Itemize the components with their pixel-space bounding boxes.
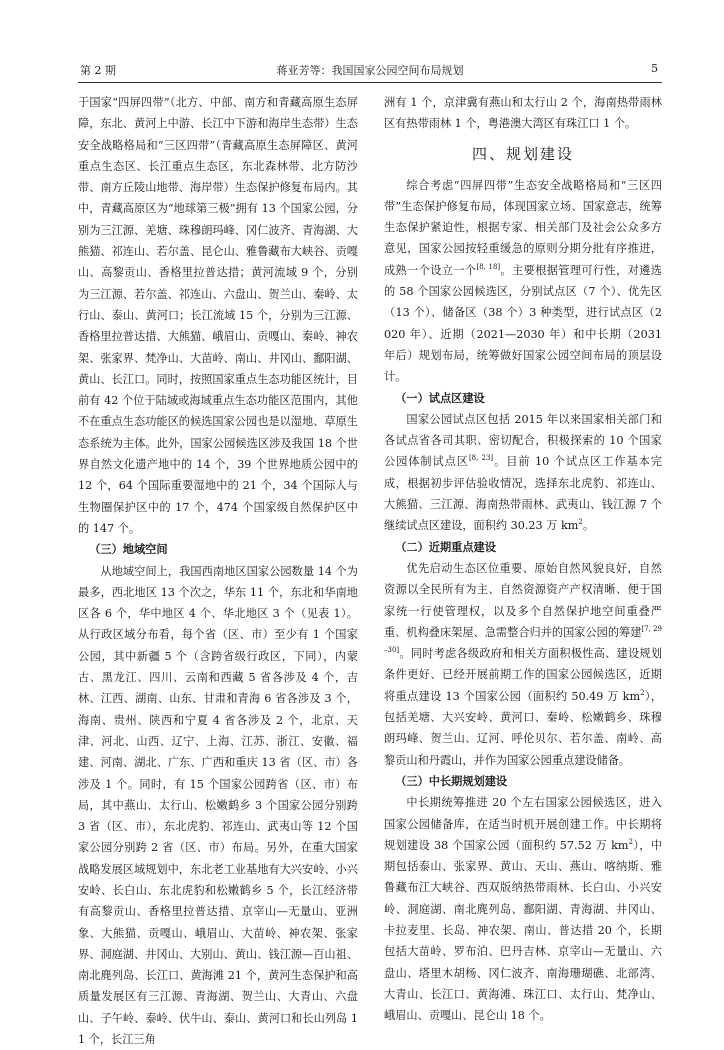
superscript: 2: [640, 688, 645, 697]
paragraph: 从地域空间上，我国西南地区国家公园数量 14 个为最多，西北地区 13 个次之，华东 11 个，东北和华南地区各 6 个，华中地区 4 个、华北地区 3 个（见表 1）。从行政区域分布看，每个省（区、市）至少有 1 个国家公园，其中新疆 5 个（含跨省级行政区，下同），内蒙古、黑龙江、四川、云南和西藏 5 省各涉及 4 个，吉林、江西、湖南、山东、甘肃和青海 6 省各涉及 3 个，海南、贵州、陕西和宁夏 4 省各涉及 2 个，北京、天津、河北、山西、辽宁、上海、江苏、浙江、安徽、福建、河南、湖北、广东、广西和重庆 13 省（区、市）各涉及 1 个。同时，有 15 个国家公园跨省（区、市）布局，其中燕山、太行山、松嫩鹤乡 3 个国家公园分别跨 3 省（区、市），东北虎豹、祁连山、武夷山等 12 个国家公园分别跨 2 省（区、市）布局。另外，在重大国家战略发展区域规划中，东北老工业基地有大兴安岭、小兴安岭、长白山、东北虎豹和松嫩鹤乡 5 个，长江经济带有高黎贡山、香格里拉普达措、京宰山—无量山、亚洲象、大熊猫、贡嘎山、峨眉山、大苗岭、神农架、张家界、洞庭湖、井冈山、大别山、黄山、钱江源—百山祖、南北麂列岛、长江口、黄海滩 21 个，黄河生态保护和高质量发展区有三江源、青海湖、贺兰山、大青山、六盘山、子午岭、泰岭、伏牛山、泰山、黄河口和长山列岛 11 个，长江三角: [78, 564, 358, 1047]
citation[interactable]: [8, 23]: [468, 454, 494, 463]
superscript: 2: [628, 837, 634, 846]
table-reference-link[interactable]: 表 1: [318, 607, 341, 621]
citation[interactable]: [8, 18]: [476, 262, 501, 271]
section-heading-regional-space: （三）地域空间: [89, 543, 168, 557]
citation[interactable]: [7, 29–30]: [384, 624, 662, 655]
paragraph: 中长期统筹推进 20 个左右国家公园候选区，进入国家公园储备库，在适当时机开展创建工作。中长期将规划建设 38 个国家公园（面积约 57.52 万 $km^2$），中期包括泰山、张家界、黄山、天山、燕山、喀纳斯、雅鲁藏布江大峡谷、西双版纳热带雨林、长白山、小兴安岭、洞庭湖、南北麂列岛、鄱阳湖、青海湖、井冈山、卡拉麦里、长岛、神农架、南山、普达措 20 个，长期包括大苗岭、罗布泊、巴丹吉林、京宰山—无量山、六盘山、塔里木胡杨、冈仁波齐、南海珊瑚礁、北部湾、大青山、长江口、黄海滩、珠江口、太行山、梵净山、峨眉山、贡嘎山、昆仑山 18 个。: [384, 796, 663, 1023]
section-title-planning: 四、规划建设: [471, 144, 574, 163]
left-column: [78, 92, 358, 1050]
section-heading-long-term: （三）中长期规划建设: [395, 774, 508, 788]
superscript: 2: [578, 518, 583, 527]
paragraph: 洲有 1 个，京津冀有燕山和太行山 2 个，海南热带雨林区有热带雨林 1 个，粤港澳大湾区有珠江口 1 个。: [384, 96, 662, 131]
issue-number: 第 2 期: [80, 64, 116, 77]
paragraph: 优先启动生态区位重要、原始自然风貌良好，自然资源以全民所有为主、自然资源资产产权清晰、便于国家统一行使管理权，以及多个自然保护地空间重叠严重、机构叠床架屋、急需整合归并的国家公园的筹建[7, 29–30]。同时考虑各级政府和相关方面积极性高、建设规划条件更好、已经开展前期工作的国家公园候选区，近期将重点建设 13 个国家公园（面积约 50.49 万 $km^2$），包括羌塘、大兴安岭、黄河口、秦岭、松嫩鹤乡、珠穆朗玛峰、贺兰山、辽河、呼伦贝尔、若尔盖、南岭、高黎贡山和丹霞山，并作为国家公园重点建设储备。: [384, 561, 663, 767]
paragraph: 于国家“四屏四带”（北方、中部、南方和青藏高原生态屏障，东北、黄河上中游、长江中下游和海岸生态带）生态安全战略格局和“三区四带”（青藏高原生态屏障区、黄河重点生态区、长江重点生态区，东北森林带、北方防沙带、南方丘陵山地带、海岸带）生态保护修复布局内。其中，青藏高原区为“地球第三极”拥有 13 个国家公园，分别为三江源、羌塘、珠穆朗玛峰、冈仁波齐、青海湖、大熊猫、祁连山、若尔盖、昆仑山、雅鲁藏布大峡谷、贡嘎山、高黎贡山、香格里拉普达措；黄河流域 9 个，分别为三江源、若尔盖、祁连山、六盘山、贺兰山、秦岭、太行山、泰山、黄河口；长江流域 15 个，分别为三江源、香格里拉普达措、大熊猫、峨眉山、贡嘎山、秦岭、神农架、张家界、梵净山、大苗岭、南山、井冈山、鄱阳湖、黄山、长江口。同时，按照国家重点生态功能区统计，目前有 42 个位于陆域或海域重点生态功能区范围内，其他不在重点生态功能区的候选国家公园也是以湿地、草原生态系统为主体。此外，国家公园候选区涉及我国 18 个世界自然文化遗产地中的 14 个，39 个世界地质公园中的 12 个，64 个国际重要湿地中的 21 个，34 个国际人与生物圈保护区中的 17 个，474 个国家级自然保护区中的 147 个。: [78, 96, 358, 535]
paragraph: 国家公园试点区包括 2015 年以来国家相关部门和各试点省各司其职、密切配合，积极探索的 10 个国家公园体制试点区[8, 23]。目前 10 个试点区工作基本完成，根据初步评估验收情况，选择东北虎豹、祁连山、大熊猫、三江源、海南热带雨林、武夷山、钱江源 7 个继续试点区建设，面积约 30.23 万 $km^2$。: [384, 412, 662, 533]
paragraph: 综合考虑“四屏四带”生态安全战略格局和“三区四带”生态保护修复布局，体现国家立场、国家意志，统筹生态保护紧迫性，根据专家、相关部门及社会公众多方意见，国家公园按轻重缓急的原则分期分批有序推进，成熟一个设立一个[8, 18]。主要根据管理可行性，对遴选的 58 个国家公园候选区，分别试点区（7 个）、优先区（13 个）、储备区（38 个）3 种类型，进行试点区（2020 年）、近期（2021—2030 年）和中长期（2031 年后）规划布局，统筹做好国家公园空间布局的顶层设计。: [384, 178, 662, 384]
right-column: [384, 92, 662, 1026]
page-number: 5: [651, 62, 658, 75]
section-heading-pilot: （一）试点区建设: [395, 391, 485, 405]
section-heading-near-term: （二）近期重点建设: [395, 540, 496, 554]
page-header: [78, 58, 662, 80]
running-title: 蒋亚芳等：我国国家公园空间布局规划: [276, 64, 464, 77]
header-rule: [78, 82, 662, 83]
